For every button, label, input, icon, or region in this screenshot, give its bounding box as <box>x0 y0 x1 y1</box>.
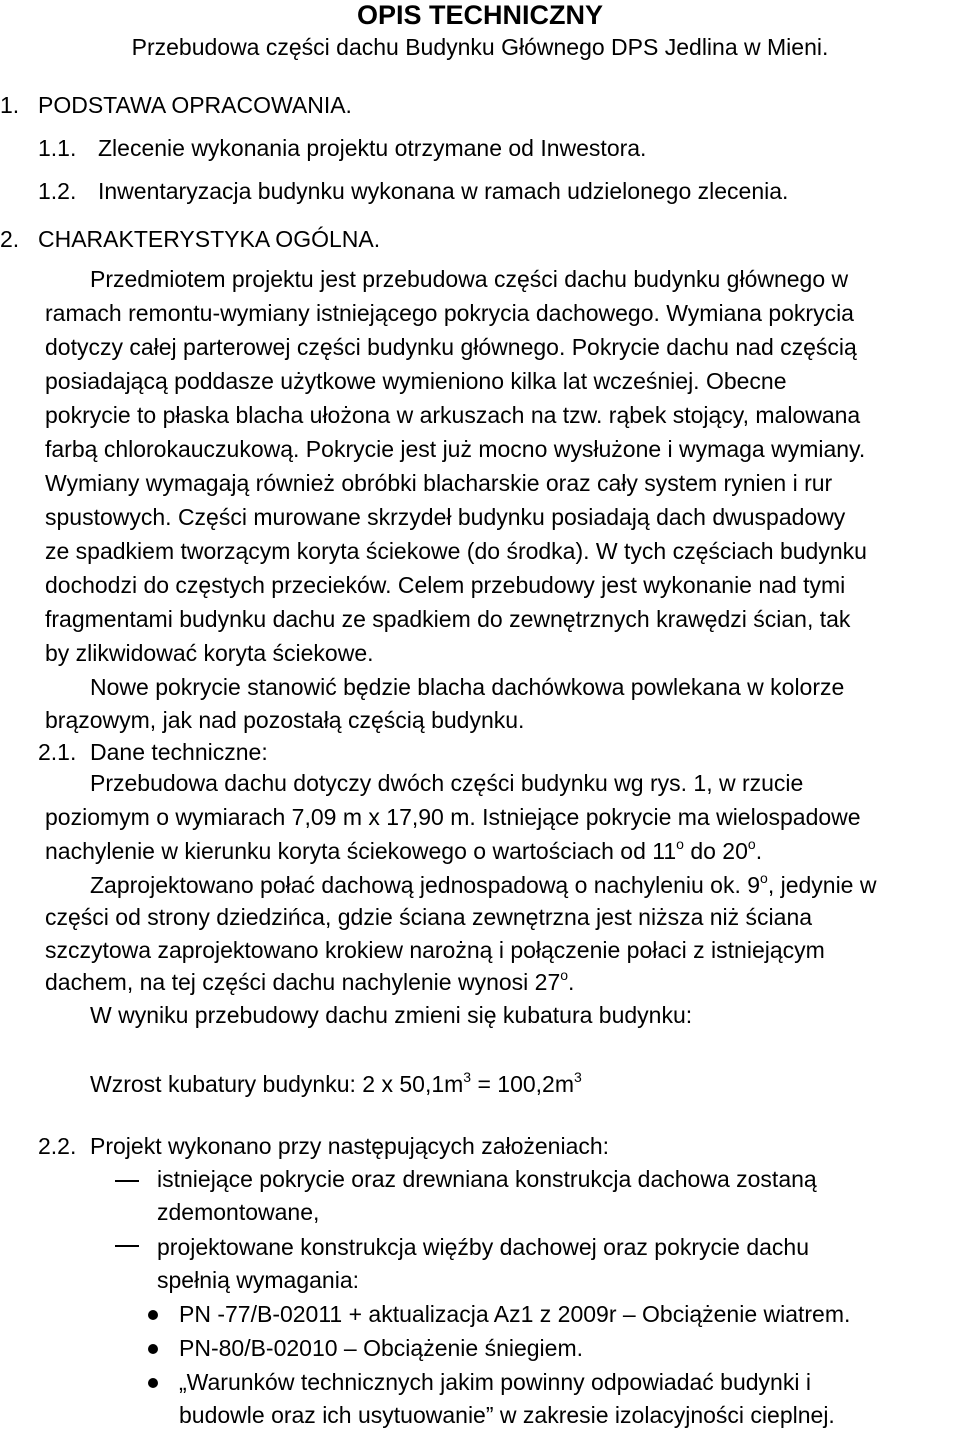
section-2-2-number: 2.2. <box>38 1133 77 1159</box>
list-item-line: PN-80/B-02010 – Obciążenie śniegiem. <box>179 1335 584 1361</box>
list-item-line: istniejące pokrycie oraz drewniana konstrukcja dachowa zostaną <box>157 1166 817 1192</box>
section-1-1-number: 1.1. <box>38 135 77 161</box>
paragraph-volume-intro: W wyniku przebudowy dachu zmieni się kubatura budynku: <box>90 1002 693 1028</box>
list-item-line: PN -77/B-02011 + aktualizacja Az1 z 2009r – Obciążenie wiatrem. <box>179 1301 851 1327</box>
paragraph-line: spustowych. Części murowane skrzydeł budynku posiadają dach dwuspadowy <box>45 504 846 530</box>
bullet-icon <box>148 1344 158 1354</box>
list-item-line: „Warunków technicznych jakim powinny odpowiadać budynki i <box>179 1369 811 1395</box>
dash-bullet-icon <box>115 1245 139 1247</box>
document-subtitle: Przebudowa części dachu Budynku Głównego DPS Jedlina w Mieni. <box>131 34 829 60</box>
section-1-1-text: Zlecenie wykonania projektu otrzymane od Inwestora. <box>98 135 647 161</box>
paragraph-line: dotyczy całej parterowej części budynku głównego. Pokrycie dachu nad częścią <box>45 334 857 360</box>
paragraph-line: dachem, na tej części dachu nachylenie wynosi 27$^o$. <box>45 967 575 995</box>
paragraph-line: farbą chlorokauczukową. Pokrycie jest już mocno wysłużone i wymaga wymiany. <box>45 436 866 462</box>
section-1-title: PODSTAWA OPRACOWANIA. <box>38 92 352 118</box>
section-1-number: 1. <box>0 92 20 118</box>
paragraph-line: szczytowa zaprojektowano krokiew narożną i połączenie połaci z istniejącym <box>45 937 825 963</box>
paragraph-line: posiadającą poddasze użytkowe wymieniono kilka lat wcześniej. Obecne <box>45 368 787 394</box>
bullet-icon <box>148 1378 158 1388</box>
section-2-1-number: 2.1. <box>38 739 77 765</box>
paragraph-line: nachylenie w kierunku koryta ściekowego o wartościach od 11$^o$ do 20$^o$. <box>45 836 763 864</box>
list-item-line: projektowane konstrukcja więźby dachowej oraz pokrycie dachu <box>157 1234 810 1260</box>
paragraph-line: Wymiany wymagają również obróbki blacharskie oraz cały system rynien i rur <box>45 470 833 496</box>
bullet-icon <box>148 1310 158 1320</box>
paragraph-line: poziomym o wymiarach 7,09 m x 17,90 m. Istniejące pokrycie ma wielospadowe <box>45 804 861 830</box>
dash-bullet-icon <box>115 1180 139 1182</box>
list-item-line: zdemontowane, <box>157 1199 320 1225</box>
section-2-1-title: Dane techniczne: <box>90 739 268 765</box>
list-item-line: spełnią wymagania: <box>157 1267 360 1293</box>
section-1-2-number: 1.2. <box>38 178 77 204</box>
section-1-2-text: Inwentaryzacja budynku wykonana w ramach udzielonego zlecenia. <box>98 178 789 204</box>
section-2-2-title: Projekt wykonano przy następujących założeniach: <box>90 1133 610 1159</box>
paragraph-line: części od strony dziedzińca, gdzie ściana zewnętrzna jest niższa niż ściana <box>45 904 813 930</box>
paragraph-line: Nowe pokrycie stanowić będzie blacha dachówkowa powlekana w kolorze <box>90 674 845 700</box>
section-2-title: CHARAKTERYSTYKA OGÓLNA. <box>38 226 381 252</box>
paragraph-line: Zaprojektowano połać dachową jednospadową o nachyleniu ok. 9$^o$, jedynie w <box>90 870 877 898</box>
paragraph-line: brązowym, jak nad pozostałą częścią budynku. <box>45 707 525 733</box>
list-item-line: budowle oraz ich usytuowanie” w zakresie izolacyjności cieplnej. <box>179 1402 835 1428</box>
section-2-number: 2. <box>0 226 20 252</box>
paragraph-line: Przedmiotem projektu jest przebudowa części dachu budynku głównego w <box>90 266 849 292</box>
volume-increase: Wzrost kubatury budynku: 2 x $50,1m^3 = 100,2m^3$ <box>90 1069 582 1097</box>
document-title: OPIS TECHNICZNY <box>356 0 604 30</box>
paragraph-line: by zlikwidować koryta ściekowe. <box>45 640 374 666</box>
paragraph-line: fragmentami budynku dachu ze spadkiem do zewnętrznych krawędzi ścian, tak <box>45 606 851 632</box>
paragraph-line: ze spadkiem tworzącym koryta ściekowe (do środka). W tych częściach budynku <box>45 538 867 564</box>
paragraph-line: dochodzi do częstych przecieków. Celem przebudowy jest wykonanie nad tymi <box>45 572 846 598</box>
paragraph-line: Przebudowa dachu dotyczy dwóch części budynku wg rys. 1, w rzucie <box>90 770 804 796</box>
paragraph-line: pokrycie to płaska blacha ułożona w arkuszach na tzw. rąbek stojący, malowana <box>45 402 861 428</box>
paragraph-line: ramach remontu-wymiany istniejącego pokrycia dachowego. Wymiana pokrycia <box>45 300 854 326</box>
